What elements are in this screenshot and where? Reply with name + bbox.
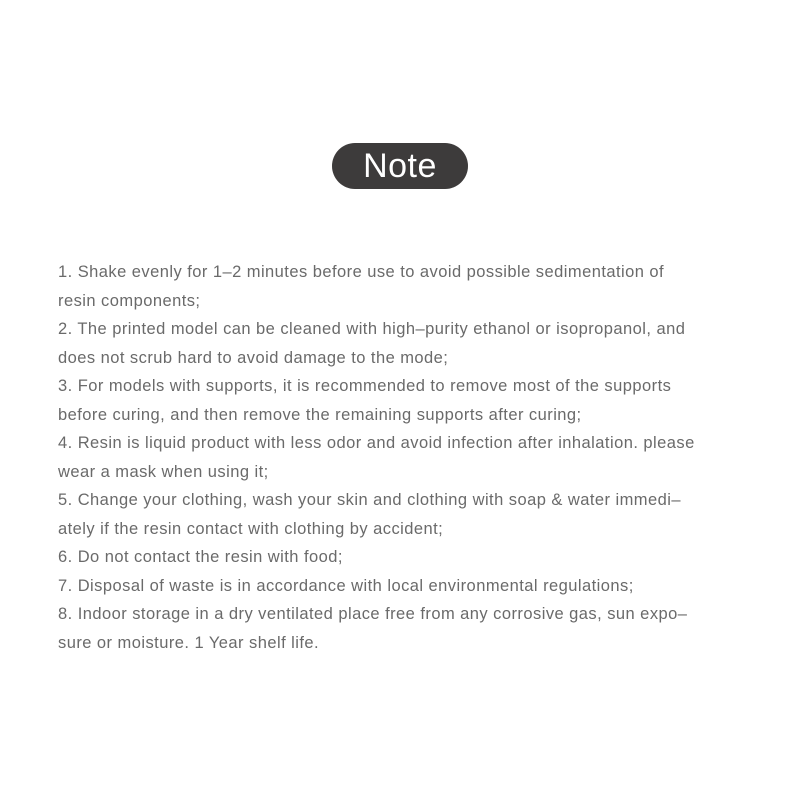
- note-item-4-line-1: 4. Resin is liquid product with less odor and avoid infection after inhalation. please: [58, 434, 695, 452]
- note-item-3-line-1: 3. For models with supports, it is recommended to remove most of the supports: [58, 377, 672, 395]
- note-item-3: [58, 372, 748, 429]
- notes-list: [58, 258, 748, 657]
- note-item-2: [58, 315, 748, 372]
- note-item-1-line-1: 1. Shake evenly for 1–2 minutes before use to avoid possible sedimentation of: [58, 263, 665, 281]
- note-item-1: [58, 258, 748, 315]
- note-item-6: [58, 543, 748, 572]
- note-item-5: [58, 486, 748, 543]
- note-item-2-line-1: 2. The printed model can be cleaned with high–purity ethanol or isopropanol, and: [58, 320, 686, 338]
- note-item-1-line-2: resin components;: [58, 291, 201, 310]
- note-item-7-line-1: 7. Disposal of waste is in accordance with local environmental regulations;: [58, 576, 634, 595]
- note-item-8: [58, 600, 748, 657]
- note-title: Note: [332, 143, 468, 189]
- note-item-4-line-2: wear a mask when using it;: [58, 462, 269, 481]
- note-item-6-line-1: 6. Do not contact the resin with food;: [58, 548, 343, 566]
- note-item-8-line-2: sure or moisture. 1 Year shelf life.: [58, 633, 320, 652]
- note-item-8-line-1: 8. Indoor storage in a dry ventilated place free from any corrosive gas, sun expo–: [58, 605, 688, 623]
- note-item-7: [58, 572, 748, 601]
- note-item-2-line-2: does not scrub hard to avoid damage to the mode;: [58, 348, 449, 367]
- note-item-3-line-2: before curing, and then remove the remaining supports after curing;: [58, 405, 582, 424]
- note-item-5-line-1: 5. Change your clothing, wash your skin and clothing with soap & water immedi–: [58, 491, 681, 509]
- note-item-4: [58, 429, 748, 486]
- note-item-5-line-2: ately if the resin contact with clothing by accident;: [58, 519, 444, 538]
